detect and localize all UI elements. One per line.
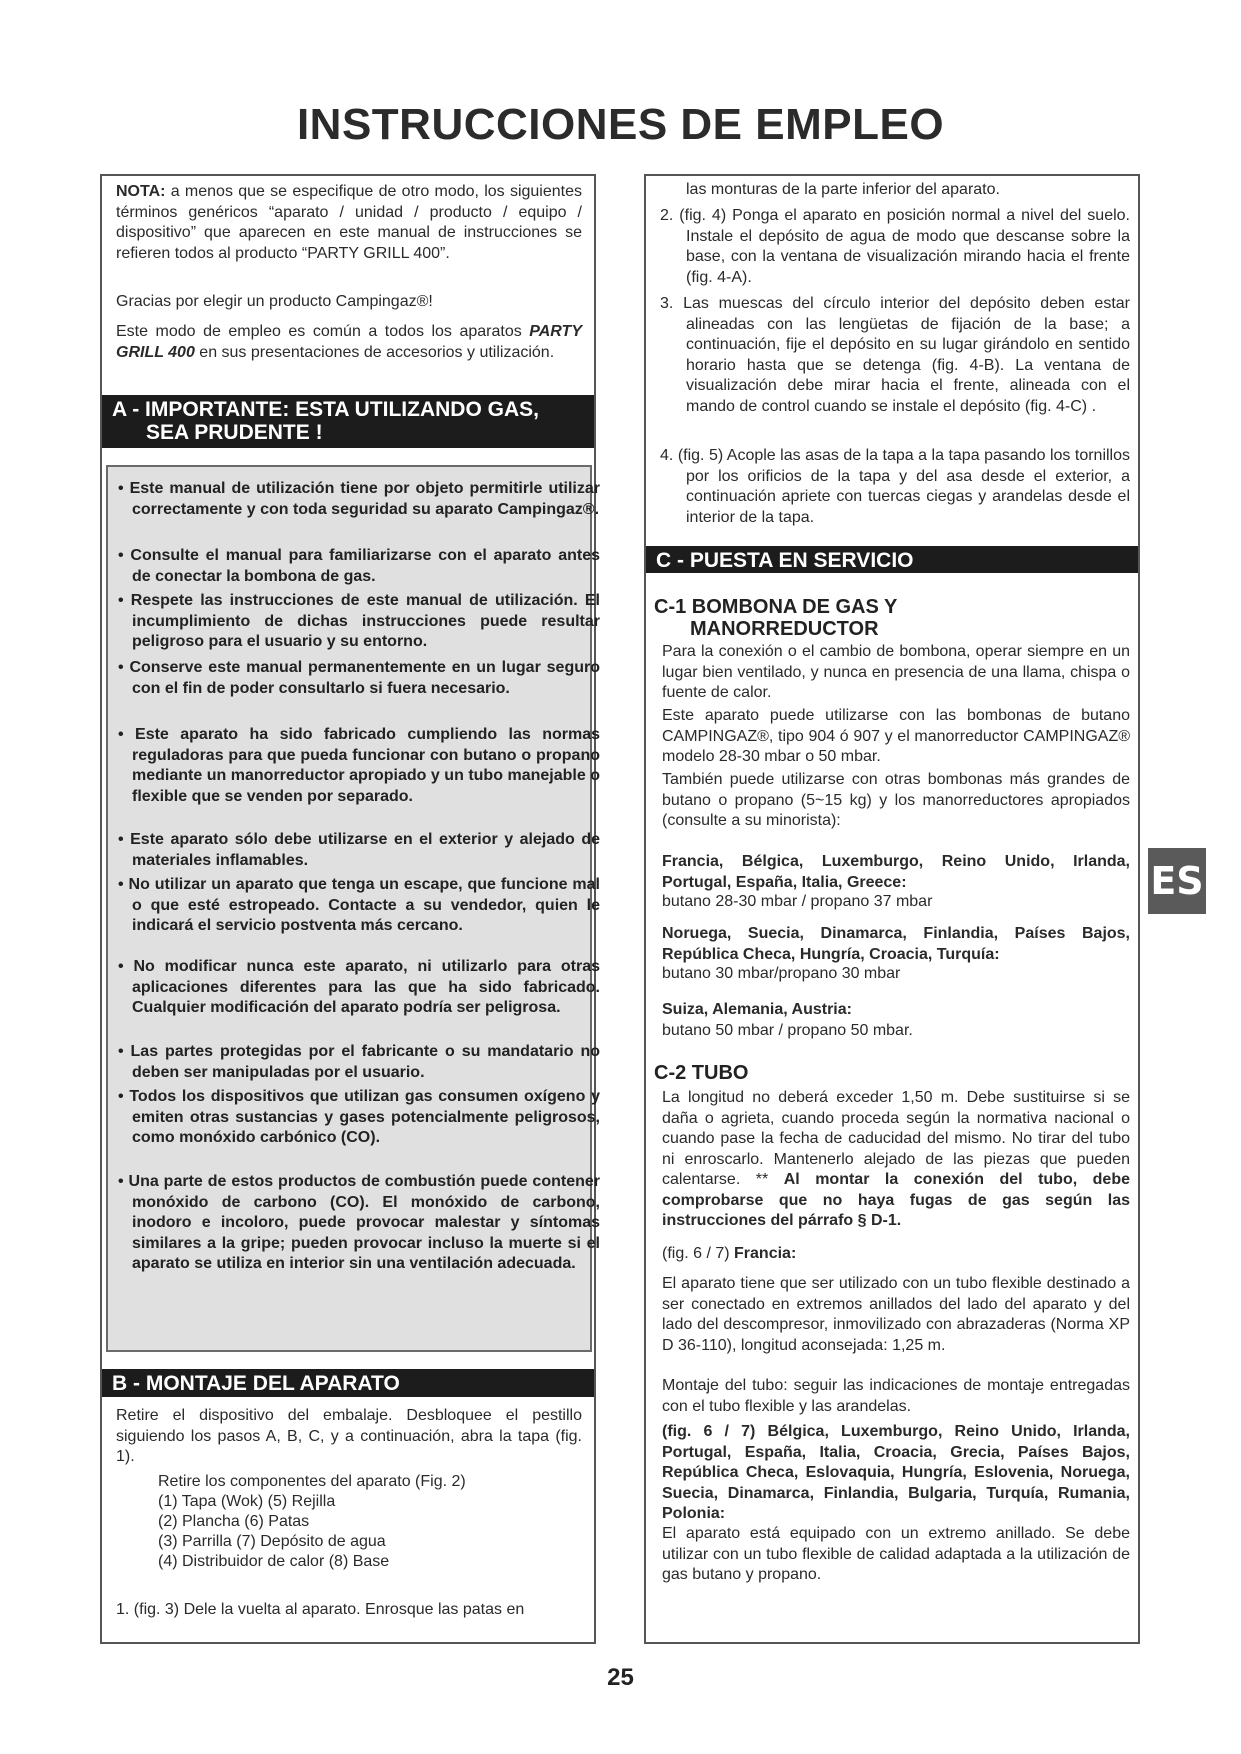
pressure-group-3: butano 50 mbar / propano 50 mbar. [662,1022,913,1039]
fig-6-7-countries: (fig. 6 / 7) Bélgica, Luxemburgo, Reino Unido, Irlanda, Portugal, España, Italia, Croacia, Grecia, Países Bajos, República Checa, Eslovaquia, Hungría, Eslovenia, Noruega, Suecia, Dinamarca, Finlandia, Bulgaria, Turquía, Rumania, Polonia: [662,1423,1130,1522]
warning-box [106,465,600,1352]
left-column [100,174,600,1644]
section-b-header: B - MONTAJE DEL APARATO [102,1369,594,1397]
c2-paragraph-1-bold: Al montar la conexión del tubo, debe comprobarse que no haya fugas de gas según las instrucciones del párrafo § D-1. [662,1171,1131,1229]
thanks-text: Gracias por elegir un producto Campingaz®! [116,293,433,310]
intro-text-a: Este modo de empleo es común a todos los aparatos [116,323,530,340]
note-label: NOTA: [116,183,166,200]
component-line: (2) Plancha (6) Patas [158,1513,310,1530]
components-intro: Retire los componentes del aparato (Fig. 2) [158,1473,466,1490]
c1-heading [654,596,1130,640]
warning-item: • Respete las instrucciones de este manual de utilización. El incumplimiento de dichas instrucciones puede resultar peligroso para el usuario y su entorno. [118,592,600,650]
warning-item: • Este aparato sólo debe utilizarse en el exterior y alejado de materiales inflamables. [118,831,600,869]
c1-paragraph-1: Para la conexión o el cambio de bombona, operar siempre en un lugar bien ventilado, y nunca en presencia de una llama, chispa o fuente de calor. [662,643,1130,701]
fig-6-7-france [662,1244,1130,1265]
warning-item: • Todos los dispositivos que utilizan gas consumen oxígeno y emiten otras sustancias y gases potencialmente peligrosos, como monóxido carbónico (CO). [118,1088,600,1146]
section-a-title-line1: A - IMPORTANTE: ESTA UTILIZANDO GAS, [112,398,539,421]
fig-6-7-label: (fig. 6 / 7) [662,1245,735,1262]
c2-paragraph-3: Montaje del tubo: seguir las indicaciones de montaje entregadas con el tubo flexible y las arandelas. [662,1377,1130,1415]
section-c-header: C - PUESTA EN SERVICIO [646,546,1138,573]
section-b-intro: Retire el dispositivo del embalaje. Desbloquee el pestillo siguiendo los pasos A, B, C, y a continuación, abra la tapa (fig. 1). [116,1407,582,1465]
page-number: 25 [607,1664,634,1691]
intro-text-b: en sus presentaciones de accesorios y utilización. [194,343,555,361]
c1-heading-line1: C-1 BOMBONA DE GAS Y [654,596,898,618]
note-paragraph [116,182,582,264]
countries-group-1: Francia, Bélgica, Luxemburgo, Reino Unido, Irlanda, Portugal, España, Italia, Greece: [662,853,1130,891]
countries-group-3: Suiza, Alemania, Austria: [662,1001,852,1018]
c1-paragraph-2: Este aparato puede utilizarse con las bombonas de butano CAMPINGAZ®, tipo 904 ó 907 y el manorreductor CAMPINGAZ® modelo 28-30 mbar o 50 mbar. [662,707,1130,765]
warning-item: • No modificar nunca este aparato, ni utilizarlo para otras aplicaciones diferentes para las que ha sido fabricado. Cualquier modificación del aparato podría ser peligrosa. [118,958,600,1016]
components-list [158,1472,578,1572]
section-a-title-line2: SEA PRUDENTE ! [146,421,323,444]
section-a-header [102,395,594,448]
product-name: PARTY GRILL 400 [116,323,582,361]
warning-item: • Este manual de utilización tiene por objeto permitirle utilizar correctamente y con toda seguridad su aparato Campingaz®. [118,480,600,518]
step-4: 4. (fig. 5) Acople las asas de la tapa a la tapa pasando los tornillos por los orificios de la tapa y del asa desde el exterior, a continuación apriete con tuercas ciegas y arandelas desde el interior de la tapa. [660,447,1130,526]
intro-paragraph [116,322,582,363]
c2-paragraph-1 [662,1088,1130,1232]
pressure-group-1: butano 28-30 mbar / propano 37 mbar [662,893,933,910]
component-line: (1) Tapa (Wok) (5) Rejilla [158,1493,336,1510]
warning-item: • No utilizar un aparato que tenga un escape, que funcione mal o que esté estropeado. Contacte a su vendedor, quien le indicará el servicio postventa más cercano. [118,876,600,934]
c1-heading-line2: MANORREDUCTOR [690,618,879,640]
right-column [644,174,1140,1644]
step-3: 3. Las muescas del círculo interior del depósito deben estar alineadas con las lengüetas de fijación de la base; a continuación, fije el depósito en su lugar girándolo en sentido horario hasta que se detenga (fig. 4-B). La ventana de visualización debe mirar hacia el frente, alineada con el mando de control cuando se instale el depósito (fig. 4-C) . [660,295,1130,415]
c2-paragraph-1-text: La longitud no deberá exceder 1,50 m. Debe sustituirse si se daña o agrieta, cuando proceda según la normativa nacional o cuando pase la fecha de caducidad del mismo. No tirar del tubo ni enroscarlo. Mantenerlo alejado de las piezas que pueden calentarse. ** [662,1089,1130,1188]
warning-item: • Las partes protegidas por el fabricante o su mandatario no deben ser manipuladas por el usuario. [118,1043,600,1081]
step-1-continued: las monturas de la parte inferior del aparato. [686,181,1000,198]
step-1: 1. (fig. 3) Dele la vuelta al aparato. Enrosque las patas en [116,1601,525,1618]
fig-6-7-france-label: Francia: [734,1245,797,1262]
step-2: 2. (fig. 4) Ponga el aparato en posición normal a nivel del suelo. Instale el depósito de agua de modo que descanse sobre la base, con la ventana de visualización mirando hacia el frente (fig. 4-A). [660,207,1130,286]
warning-item: • Una parte de estos productos de combustión puede contener monóxido de carbono (CO). El monóxido de carbono, inodoro e incoloro, puede provocar malestar y síntomas similares a la gripe; pueden provocar incluso la muerte si el aparato se utiliza en interior sin una ventilación adecuada. [118,1173,600,1272]
warning-item: • Conserve este manual permanentemente en un lugar seguro con el fin de poder consultarlo si fuera necesario. [118,659,600,697]
component-line: (3) Parrilla (7) Depósito de agua [158,1533,386,1550]
c2-paragraph-4: El aparato está equipado con un extremo anillado. Se debe utilizar con un tubo flexible de calidad adaptada a la utilización de gas butano y propano. [662,1525,1130,1583]
component-line: (4) Distribuidor de calor (8) Base [158,1553,390,1570]
countries-group-2: Noruega, Suecia, Dinamarca, Finlandia, Países Bajos, República Checa, Hungría, Croacia, Turquía: [662,925,1130,963]
note-text: a menos que se especifique de otro modo, los siguientes términos genéricos “aparato / unidad / producto / equipo / dispositivo” que aparecen en este manual de instrucciones se refieren todos al producto “PARTY GRILL 400”. [116,183,582,262]
pressure-group-2: butano 30 mbar/propano 30 mbar [662,965,901,982]
page-title: INSTRUCCIONES DE EMPLEO [296,100,945,149]
c2-paragraph-2: El aparato tiene que ser utilizado con un tubo flexible destinado a ser conectado en extremos anillados del lado del aparato y del lado del descompresor, inmovilizado con abrazaderas (Norma XP D 36-110), longitud aconsejada: 1,25 m. [662,1275,1130,1354]
c2-heading: C-2 TUBO [654,1062,749,1084]
c1-paragraph-3: También puede utilizarse con otras bombonas más grandes de butano o propano (5~15 kg) y los manorreductores apropiados (consulte a su minorista): [662,771,1130,829]
language-tab: ES [1148,848,1206,914]
warning-item: • Consulte el manual para familiarizarse con el aparato antes de conectar la bombona de gas. [118,547,600,585]
warning-item: • Este aparato ha sido fabricado cumpliendo las normas reguladoras para que pueda funcionar con butano o propano mediante un manorreductor apropiado y un tubo manejable o flexible que se venden por separado. [118,726,600,805]
